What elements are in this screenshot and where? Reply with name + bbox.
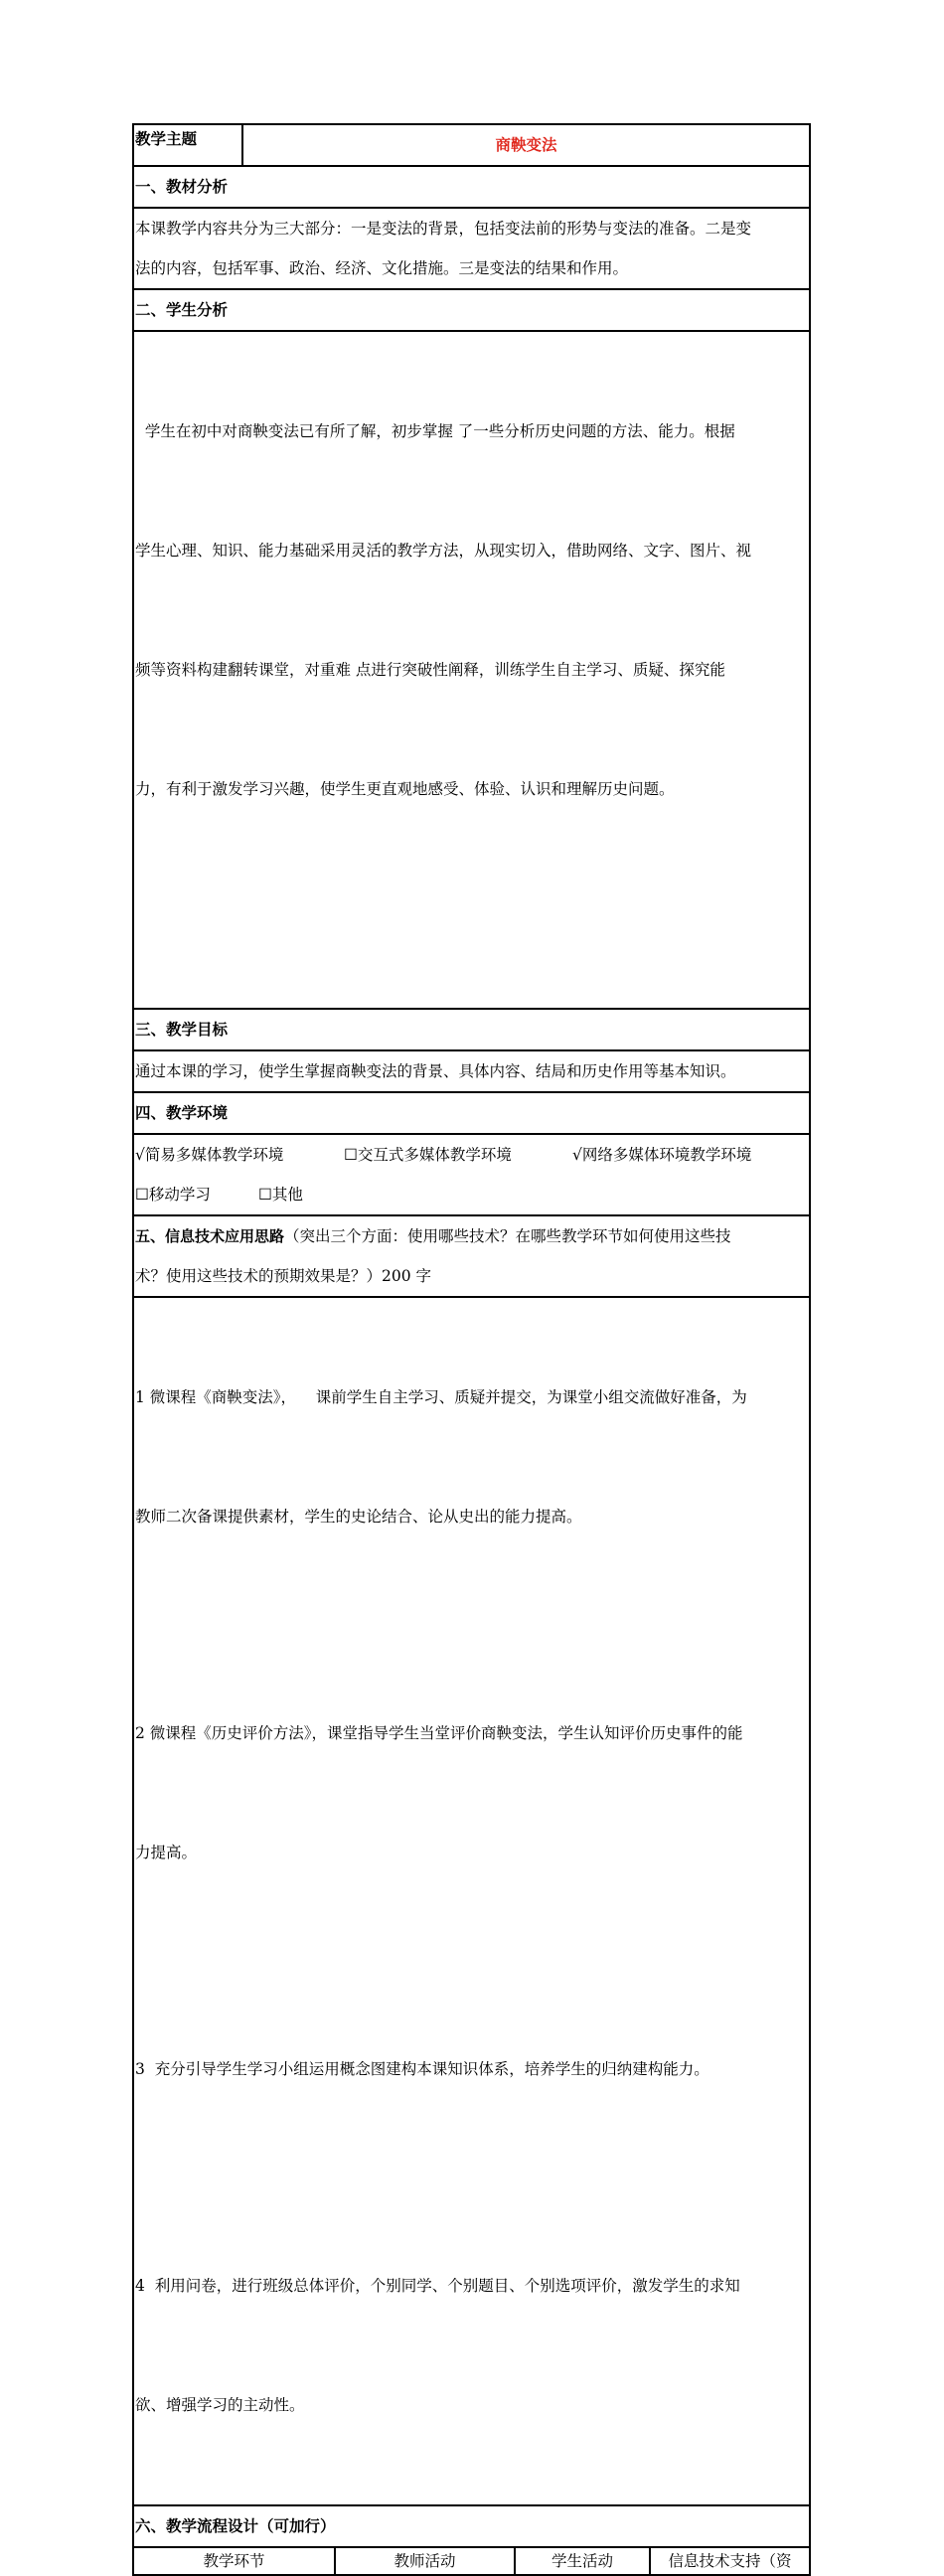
environment-options-row — [135, 1175, 808, 1214]
section-2-heading: 二、学生分析 — [133, 289, 810, 331]
section-2-line: 学生心理、知识、能力基础采用灵活的教学方法，从现实切入，借助网络、文字、图片、视 — [135, 542, 752, 560]
section-5-note: （突出三个方面：使用哪些技术？在哪些教学环节如何使用这些技 — [284, 1227, 731, 1245]
process-table-header — [132, 2546, 811, 2576]
option-interactive-multimedia[interactable]: ☐交互式多媒体教学环境 — [344, 1146, 512, 1164]
item-2-line: 力提高。 — [135, 1844, 198, 1861]
section-3-heading: 三、教学目标 — [133, 1009, 810, 1050]
section-6-heading: 六、教学流程设计（可加行） — [133, 2505, 810, 2547]
option-mobile-learning[interactable]: ☐移动学习 — [135, 1186, 211, 1204]
item-1-line: 1 微课程《商鞅变法》， 课前学生自主学习、质疑并提交，为课堂小组交流做好准备，为 — [135, 1388, 747, 1406]
item-4-line: 4 利用问卷，进行班级总体评价，个别同学、个别题目、个别选项评价，激发学生的求知 — [135, 2277, 740, 2295]
section-1-heading-row — [133, 166, 810, 208]
section-2-line: 学生在初中对商鞅变法已有所了解，初步掌握 了一些分析历史问题的方法、能力。根据 — [135, 422, 735, 440]
column-header: 教师活动 — [335, 2547, 515, 2575]
section-3-body-row — [133, 1050, 810, 1092]
lesson-plan-table — [132, 123, 811, 2548]
section-3-body: 通过本课的学习，使学生掌握商鞅变法的背景、具体内容、结局和历史作用等基本知识。 — [133, 1050, 810, 1092]
section-2-body-row — [133, 331, 810, 1009]
item-4-line: 欲、增强学习的主动性。 — [135, 2396, 305, 2414]
section-4-heading: 四、教学环境 — [133, 1092, 810, 1134]
section-2-line: 频等资料构建翻转课堂，对重难 点进行突破性阐释，训练学生自主学习、质疑、探究能 — [135, 661, 725, 679]
section-5-heading: 五、信息技术应用思路 — [135, 1227, 285, 1245]
section-5-heading-cell — [133, 1215, 810, 1297]
section-5-body-row — [133, 1297, 810, 2505]
section-5-body — [133, 1297, 810, 2505]
option-network-multimedia[interactable]: √网络多媒体环境教学环境 — [572, 1146, 752, 1164]
topic-label: 教学主题 — [133, 124, 242, 166]
section-5-note: 术？使用这些技术的预期效果是？）200 字 — [135, 1267, 432, 1285]
section-4-body — [133, 1134, 810, 1215]
section-1-body-row — [133, 208, 810, 289]
process-header-row — [133, 2547, 810, 2575]
option-other[interactable]: ☐其他 — [258, 1186, 303, 1204]
section-1-line: 法的内容，包括军事、政治、经济、文化措施。三是变法的结果和作用。 — [135, 259, 629, 277]
lesson-plan-sheet — [132, 123, 809, 2576]
section-1-body — [133, 208, 810, 289]
column-header: 学生活动 — [515, 2547, 650, 2575]
topic-row — [133, 124, 810, 166]
section-1-line: 本课教学内容共分为三大部分：一是变法的背景，包括变法前的形势与变法的准备。二是变 — [135, 220, 752, 238]
item-2-line: 2 微课程《历史评价方法》，课堂指导学生当堂评价商鞅变法，学生认知评价历史事件的能 — [135, 1724, 743, 1742]
item-1-line: 教师二次备课提供素材，学生的史论结合、论从史出的能力提高。 — [135, 1508, 582, 1526]
section-2-line: 力，有利于激发学习兴趣，使学生更直观地感受、体验、认识和理解历史问题。 — [135, 780, 675, 798]
section-5-heading-row — [133, 1215, 810, 1297]
section-4-body-row — [133, 1134, 810, 1215]
option-simple-multimedia[interactable]: √简易多媒体教学环境 — [135, 1146, 284, 1164]
environment-options-row — [135, 1135, 808, 1175]
column-header: 教学环节 — [133, 2547, 335, 2575]
section-4-heading-row — [133, 1092, 810, 1134]
column-header: 信息技术支持（资 — [650, 2547, 810, 2575]
topic-title: 商鞅变法 — [242, 124, 810, 166]
item-3-line: 3 充分引导学生学习小组运用概念图建构本课知识体系，培养学生的归纳建构能力。 — [135, 2060, 709, 2078]
section-3-heading-row — [133, 1009, 810, 1050]
section-2-body — [133, 331, 810, 1009]
section-1-heading: 一、教材分析 — [133, 166, 810, 208]
section-2-heading-row — [133, 289, 810, 331]
section-6-heading-row — [133, 2505, 810, 2547]
